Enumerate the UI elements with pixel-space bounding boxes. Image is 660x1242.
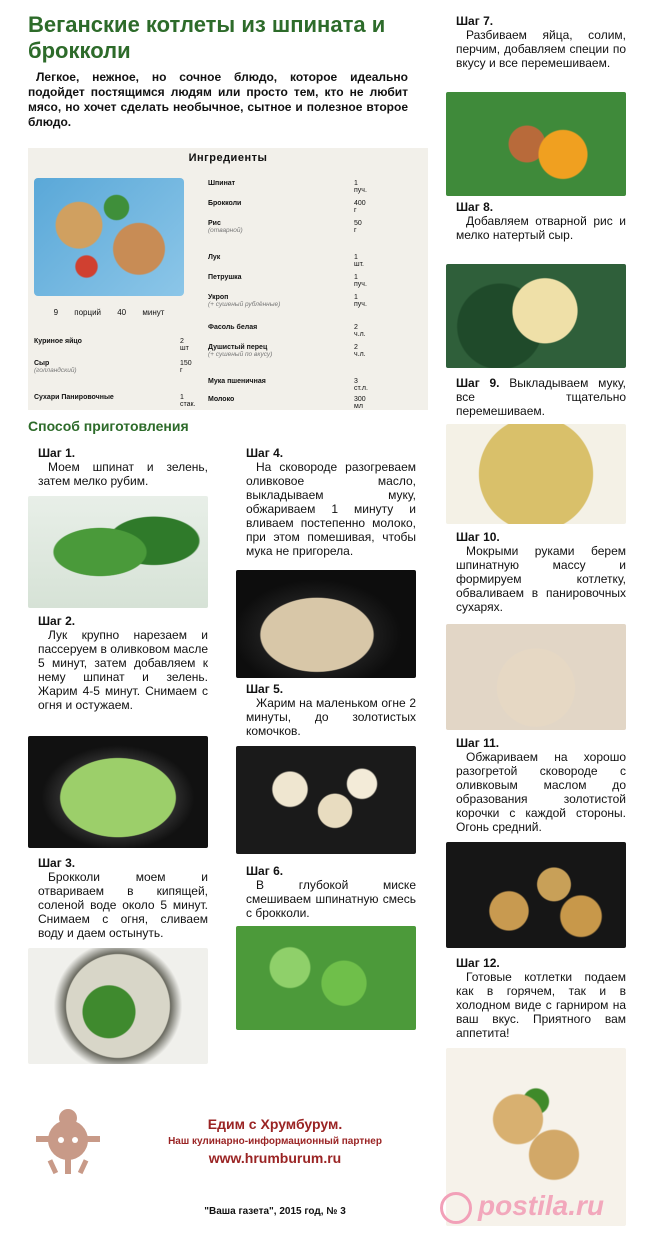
ingredient-row: Фасоль белая 2 ч.л. [208, 324, 366, 338]
step-5-photo [236, 746, 416, 854]
portions: 9 порций [53, 308, 101, 317]
partner-name: Едим с Хрумбурум. [207, 1116, 343, 1132]
step-12-title: Шаг 12. [456, 956, 500, 970]
step-6-photo [236, 926, 416, 1030]
step-5-text: Жарим на маленьком огне 2 минуты, до золотистых комочков. [246, 696, 416, 738]
ingredient-row: Сыр 150 г (голландский) [34, 360, 192, 374]
step-7-photo [446, 92, 626, 196]
step-10-text: Мокрыми руками берем шпинатную массу и формируем котлетку, обваливаем в панировочных сухарях. [456, 544, 626, 614]
ingredient-row: Молоко 300 мл [208, 396, 366, 410]
ingredient-row: Куриное яйцо 2 шт [34, 338, 189, 352]
step-9-block [456, 376, 626, 418]
step-8-photo [446, 264, 626, 368]
step-10-title: Шаг 10. [456, 530, 500, 544]
step-4-title: Шаг 4. [246, 446, 284, 460]
step-8-title: Шаг 8. [456, 200, 494, 214]
step-10-photo [446, 624, 626, 730]
step-7-title: Шаг 7. [456, 14, 494, 28]
step-3-text: Брокколи моем и отвариваем в кипящей, соленой воде около 5 минут. Снимаем с огня, сливаем воду и даем остынуть. [38, 870, 208, 940]
step-6-text: В глубокой миске смешиваем шпинатную смесь с брокколи. [246, 878, 416, 920]
step-11-text: Обжариваем на хорошо разогретой сковороде с оливковым маслом до образования золотистой корочки с каждой стороны. Огонь средний. [456, 750, 626, 834]
step-2-text: Лук крупно нарезаем и пассеруем в оливковом масле 5 минут, затем добавляем к нему шпинат и зелень. Жарим 4-5 минут. Снимаем с огня и остужаем. [38, 628, 208, 712]
page-title: Веганские котлеты из шпината и брокколи [28, 12, 386, 63]
hrumburum-logo-icon [28, 1098, 108, 1178]
step-12-text: Готовые котлетки подаем как в горячем, так и в холодном виде с гарниром на ваш вкус. Приятного вам аппетита! [456, 970, 626, 1040]
step-1-text: Моем шпинат и зелень, затем мелко рубим. [38, 460, 208, 488]
watermark [440, 1186, 650, 1230]
step-1-photo [28, 496, 208, 608]
step-4-text: На сковороде разогреваем оливковое масло, выкладываем муку, обжариваем 1 минуту и вливаем постепенно молоко, при этом помешивая, чтобы мука не пригорела. [246, 460, 416, 558]
step-4-photo [236, 570, 416, 678]
step-7-text: Разбиваем яйца, солим, перчим, добавляем специи по вкусу и все перемешиваем. [456, 28, 626, 70]
ingredient-row: Рис 50 г (отварной) [208, 220, 362, 234]
ingredient-row: Лук 1 шт. [208, 254, 364, 268]
step-3-title: Шаг 3. [38, 856, 76, 870]
partner-subtitle: Наш кулинарно-информационный партнер [168, 1136, 382, 1147]
footer-source: "Ваша газета", 2015 год, № 3 [204, 1206, 346, 1217]
step-3-photo [28, 948, 208, 1064]
step-11-photo [446, 842, 626, 948]
ingredients-panel [28, 148, 428, 410]
ingredient-row: Сухари Панировочные 1 стак. [34, 394, 196, 408]
ingredient-row: Петрушка 1 пуч. [208, 274, 367, 288]
watermark-text: postila.ru [478, 1190, 605, 1221]
step-9-photo [446, 424, 626, 524]
intro-text: Легкое, нежное, но сочное блюдо, которое идеально подойдет постящимся людям или просто тем, кто не любит мясо, но хочет сделать необычное, сытное и полезное второе блюдо. [28, 70, 408, 129]
step-6-title: Шаг 6. [246, 864, 284, 878]
method-title: Способ приготовления [28, 418, 189, 434]
ingredient-row: Шпинат 1 пуч. [208, 180, 367, 194]
step-1-title: Шаг 1. [38, 446, 76, 460]
step-8-text: Добавляем отварной рис и мелко натертый сыр. [456, 214, 626, 242]
step-2-photo [28, 736, 208, 848]
step-11-title: Шаг 11. [456, 736, 500, 750]
cook-time: 40 минут [117, 308, 165, 317]
watermark-logo-icon [440, 1192, 472, 1224]
step-9-text: Выкладываем муку, все тщательно перемешиваем. [456, 376, 626, 418]
ingredient-row: Мука пшеничная 3 ст.л. [208, 378, 368, 392]
step-2-title: Шаг 2. [38, 614, 76, 628]
partner-url-link[interactable]: www.hrumburum.ru [208, 1150, 342, 1166]
ingredients-heading: Ингредиенты [188, 152, 268, 164]
ingredient-row: Душистый перец 2 ч.л. (+ сушеный по вкусу) [208, 344, 366, 358]
dish-photo [34, 178, 184, 296]
ingredient-row: Укроп 1 пуч. (+ сушеный рублённые) [208, 294, 367, 308]
step-9-title: Шаг 9. [456, 376, 500, 390]
step-5-title: Шаг 5. [246, 682, 284, 696]
ingredients-meta [34, 308, 184, 317]
ingredient-row: Брокколи 400 г [208, 200, 366, 214]
